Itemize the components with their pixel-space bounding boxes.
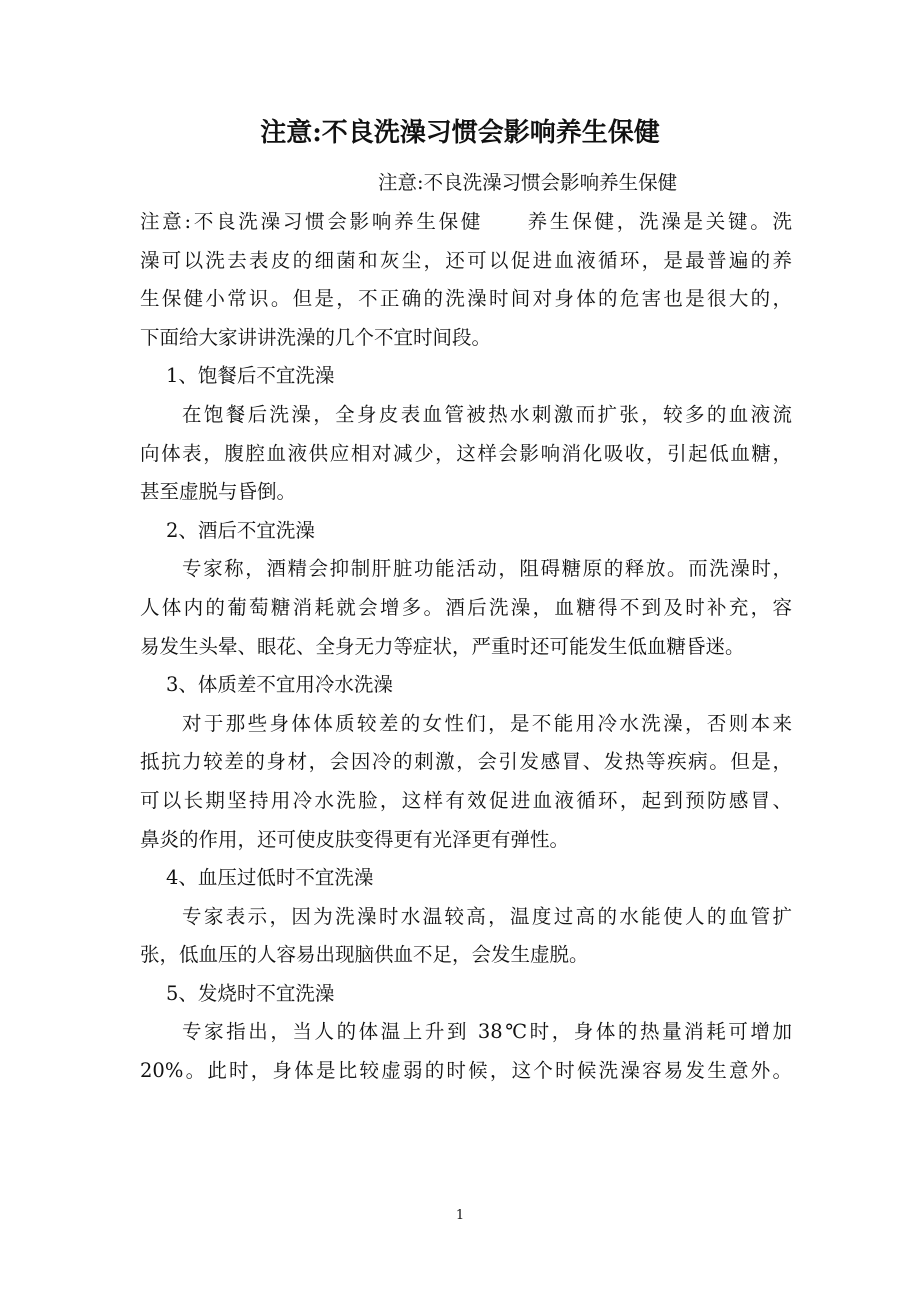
paragraph (140, 396, 792, 512)
text-line: 张，低血压的人容易出现脑供血不足，会发生虚脱。 (140, 943, 589, 967)
text-line: 甚至虚脱与昏倒。 (140, 480, 297, 504)
section-heading (140, 666, 792, 705)
document-subtitle: 注意:不良洗澡习惯会影响养生保健 (378, 171, 678, 194)
text-line: 3、体质差不宜用冷水洗澡 (166, 673, 393, 697)
page-number: 1 (455, 1208, 465, 1223)
text-line: 抵抗力较差的身材，会因冷的刺激，会引发感冒、发热等疾病。但是， (140, 750, 792, 774)
section-heading (140, 975, 792, 1014)
paragraph (140, 705, 792, 859)
text-line: 鼻炎的作用，还可使皮肤变得更有光泽更有弹性。 (140, 827, 570, 851)
paragraph (140, 898, 792, 975)
text-line: 生保健小常识。但是，不正确的洗澡时间对身体的危害也是很大的， (140, 287, 792, 311)
text-line: 可以长期坚持用冷水洗脸，这样有效促进血液循环，起到预防感冒、 (140, 788, 792, 812)
text-line: 人体内的葡萄糖消耗就会增多。酒后洗澡，血糖得不到及时补充，容 (140, 595, 792, 619)
text-line: 在饱餐后洗澡，全身皮表血管被热水刺激而扩张，较多的血液流 (182, 402, 792, 426)
text-line: 易发生头晕、眼花、全身无力等症状，严重时还可能发生低血糖昏迷。 (140, 634, 745, 658)
paragraph (140, 1013, 792, 1090)
text-line: 下面给大家讲讲洗澡的几个不宜时间段。 (140, 325, 492, 349)
section-heading (140, 512, 792, 551)
document-title: 注意:不良洗澡习惯会影响养生保健 (260, 118, 660, 148)
text-line: 专家指出，当人的体温上升到 38℃时，身体的热量消耗可增加 (182, 1020, 792, 1044)
paragraph (140, 203, 792, 357)
text-line: 专家称，酒精会抑制肝脏功能活动，阻碍糖原的释放。而洗澡时， (182, 557, 792, 581)
text-line: 4、血压过低时不宜洗澡 (166, 866, 374, 890)
document-body (140, 203, 792, 1091)
section-heading (140, 859, 792, 898)
paragraph (140, 550, 792, 666)
text-line: 对于那些身体体质较差的女性们，是不能用冷水洗澡，否则本来 (182, 711, 792, 735)
section-heading (140, 357, 792, 396)
text-line: 向体表，腹腔血液供应相对减少，这样会影响消化吸收，引起低血糖， (140, 441, 792, 465)
text-line: 2、酒后不宜洗澡 (166, 518, 315, 542)
text-line: 澡可以洗去表皮的细菌和灰尘，还可以促进血液循环，是最普遍的养 (140, 248, 792, 272)
text-line: 1、饱餐后不宜洗澡 (166, 364, 335, 388)
text-line: 20%。此时，身体是比较虚弱的时候，这个时候洗澡容易发生意外。 (140, 1059, 792, 1083)
text-line: 5、发烧时不宜洗澡 (166, 981, 335, 1005)
text-line: 专家表示，因为洗澡时水温较高，温度过高的水能使人的血管扩 (182, 904, 792, 928)
text-line: 注意:不良洗澡习惯会影响养生保健 养生保健，洗澡是关键。洗 (140, 210, 792, 233)
